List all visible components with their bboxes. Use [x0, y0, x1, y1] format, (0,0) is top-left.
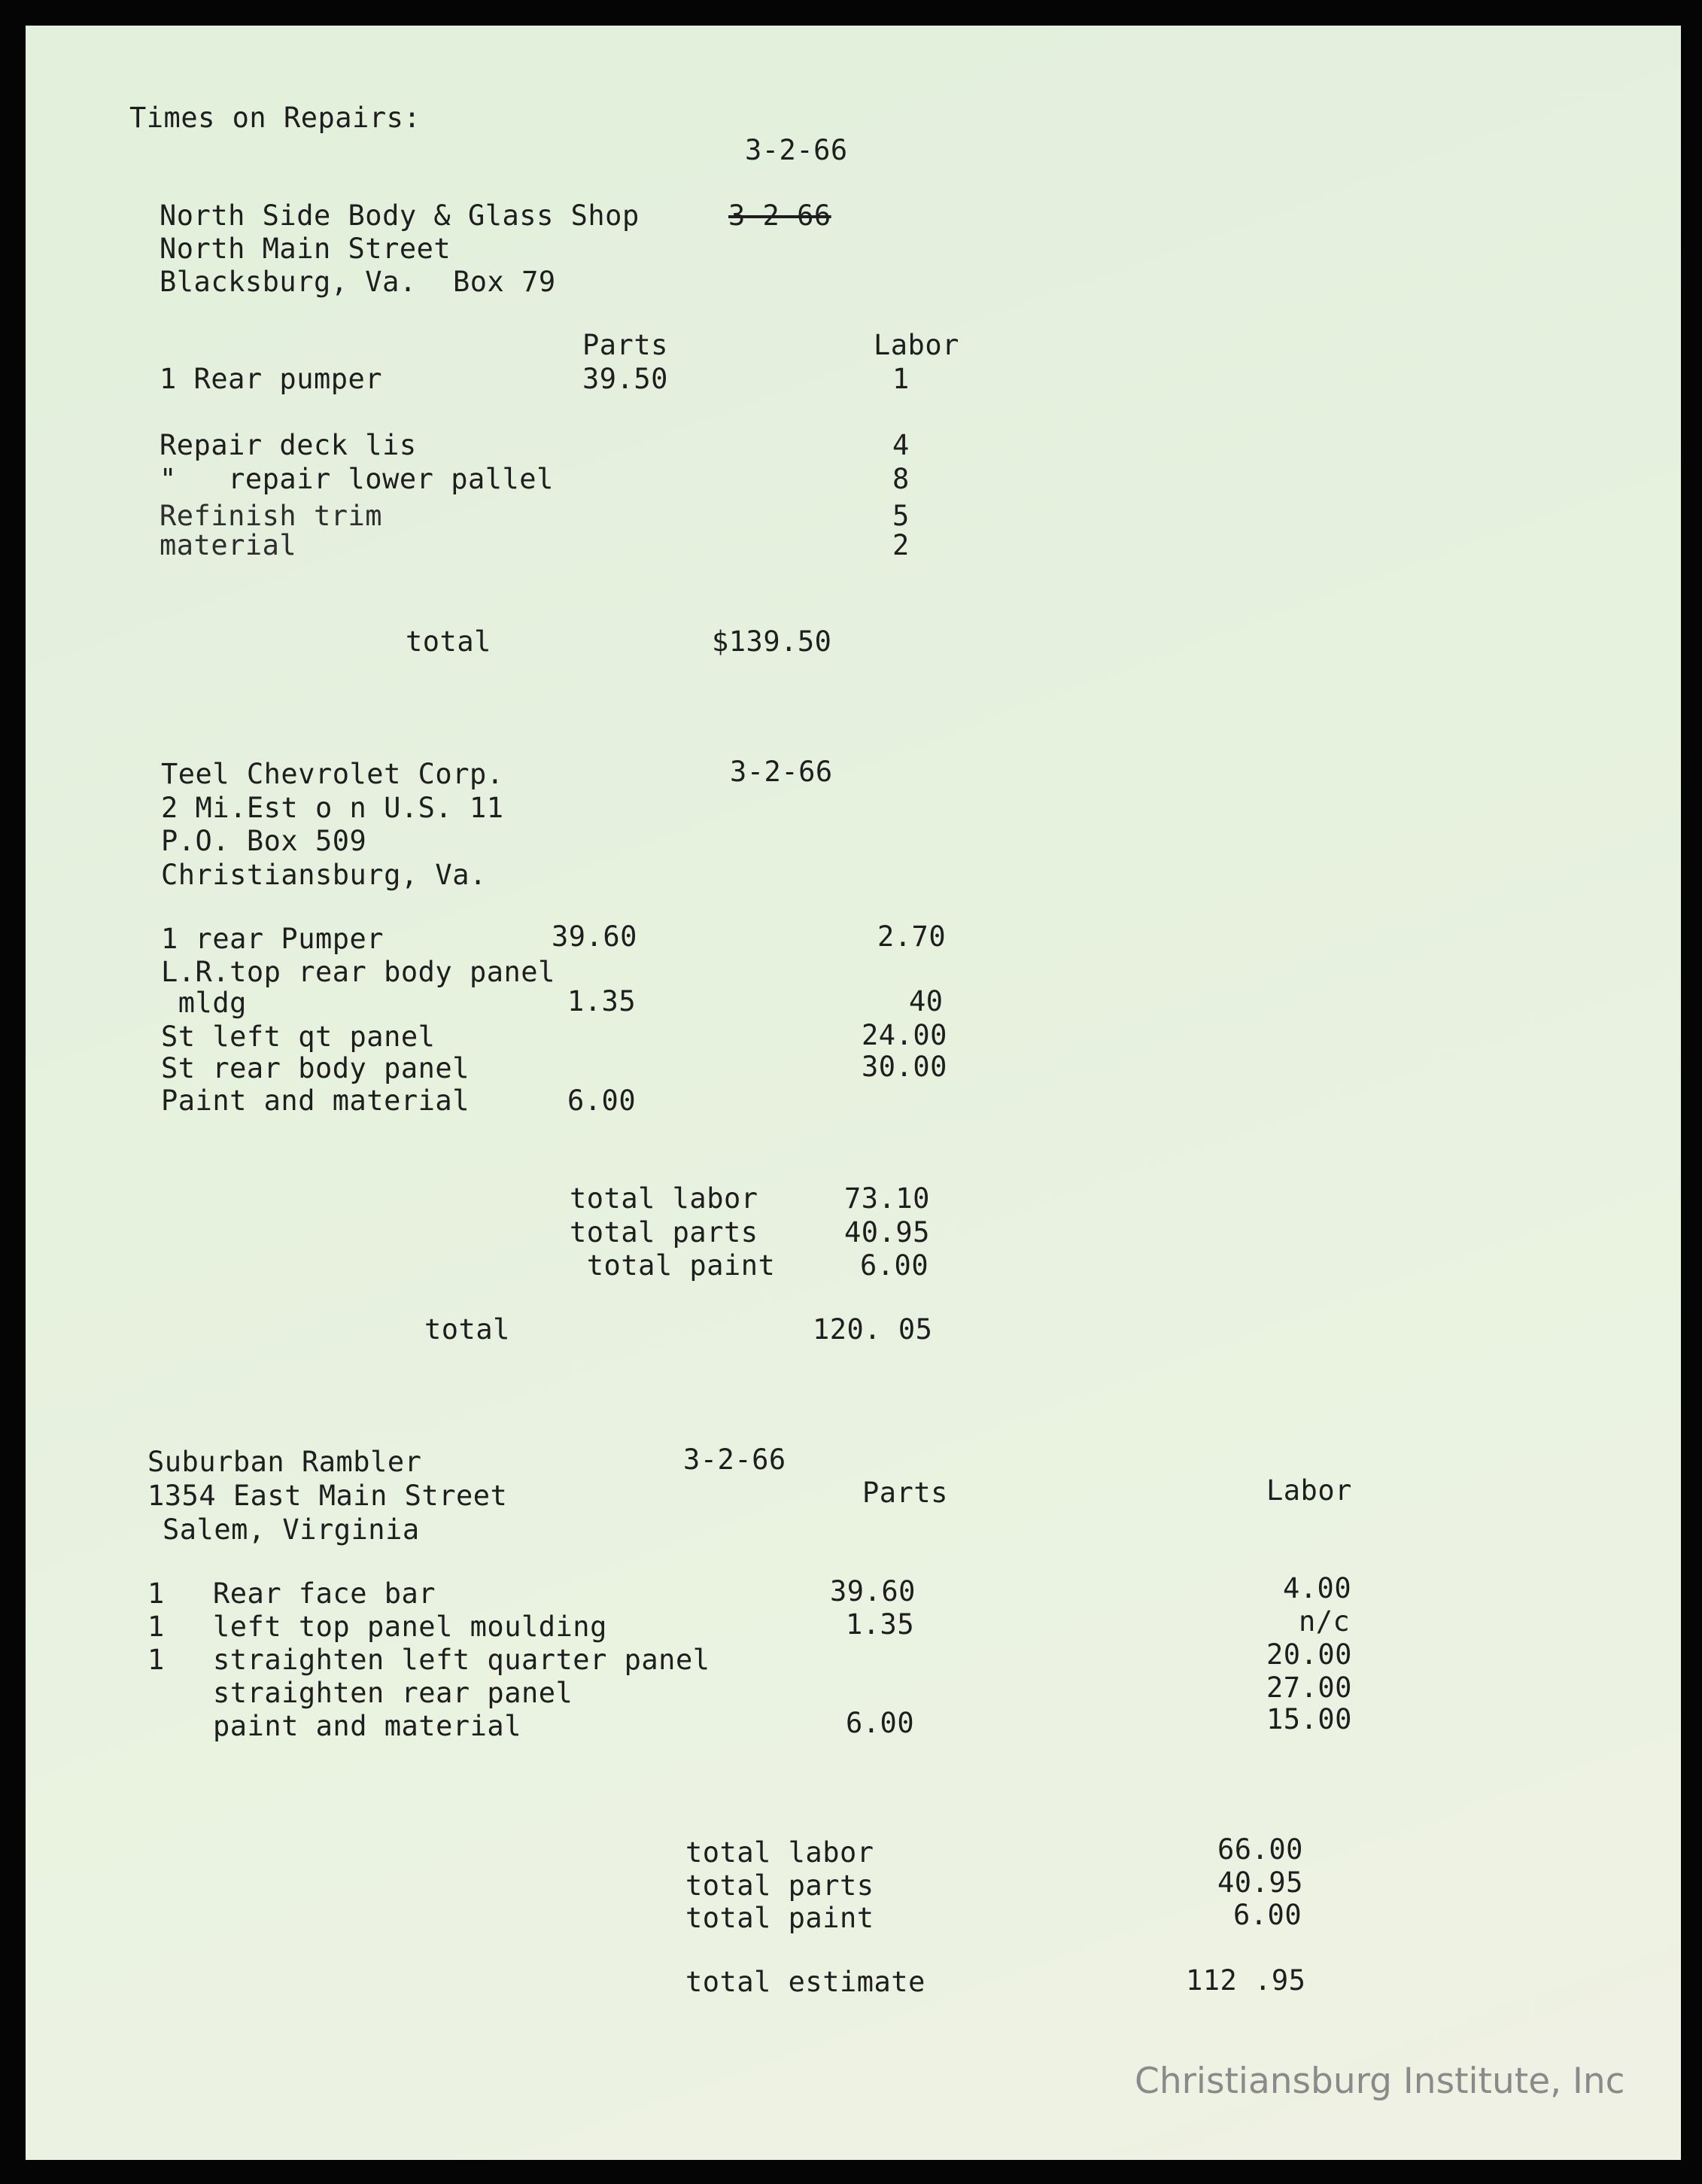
estimate3-subtotal-label: total paint: [685, 1902, 874, 1934]
estimate2-item-parts: 6.00: [567, 1084, 637, 1117]
estimate2-subtotal-label: total paint: [570, 1249, 776, 1282]
estimate1-item-desc: Refinish trim: [160, 500, 383, 532]
estimate2-item-desc: St rear body panel: [161, 1052, 470, 1084]
estimate3-shop-name: Suburban Rambler: [147, 1446, 422, 1478]
estimate3-subtotal-value: 66.00: [1217, 1833, 1303, 1866]
estimate3-date: 3-2-66: [683, 1443, 786, 1476]
estimate2-address-box: P.O. Box 509: [161, 825, 367, 857]
estimate3-address-street: 1354 East Main Street: [147, 1480, 508, 1512]
estimate2-item-desc: mldg: [161, 987, 247, 1019]
estimate3-item-labor: 4.00: [1283, 1572, 1352, 1605]
estimate2-item-labor: 30.00: [862, 1051, 947, 1083]
estimate1-item-desc: 1 Rear pumper: [160, 363, 383, 395]
estimate3-item-labor: 15.00: [1266, 1703, 1352, 1735]
estimate3-subtotal-value: 6.00: [1233, 1899, 1302, 1931]
estimate2-shop-name: Teel Chevrolet Corp.: [161, 758, 504, 790]
estimate1-item-desc: Repair deck lis: [160, 429, 417, 461]
estimate3-parts-header: Parts: [862, 1477, 948, 1509]
estimate2-total-label: total: [424, 1313, 510, 1346]
estimate2-subtotal-value: 40.95: [844, 1216, 930, 1249]
estimate1-address-street: North Main Street: [160, 233, 451, 265]
estimate1-address-city: Blacksburg, Va.: [160, 266, 417, 298]
estimate2-item-labor: 2.70: [877, 920, 947, 953]
top-date: 3-2-66: [745, 134, 848, 166]
estimate2-item-labor: 40: [909, 985, 944, 1017]
estimate1-labor-header: Labor: [874, 329, 959, 361]
estimate3-item-desc: straighten left quarter panel: [213, 1644, 710, 1676]
estimate3-subtotal-label: total labor: [685, 1836, 874, 1869]
estimate1-item-desc: material: [160, 529, 297, 561]
estimate3-item-parts: 39.60: [830, 1575, 916, 1608]
estimate2-item-parts: 39.60: [552, 920, 637, 953]
estimate3-total-value: 112 .95: [1186, 1964, 1306, 1997]
estimate2-item-desc: St left qt panel: [161, 1021, 436, 1053]
estimate1-item-parts: 39.50: [582, 363, 668, 395]
estimate2-address-city: Christiansburg, Va.: [161, 859, 487, 891]
estimate2-date: 3-2-66: [730, 756, 833, 788]
estimate2-item-labor: 24.00: [862, 1019, 947, 1051]
estimate3-item-parts: 6.00: [846, 1707, 915, 1739]
estimate1-item-labor: 4: [892, 429, 910, 461]
estimate1-item-desc: " repair lower pallel: [160, 463, 554, 495]
archive-watermark: Christiansburg Institute, Inc: [1135, 2061, 1625, 2102]
estimate3-item-labor: 20.00: [1266, 1638, 1352, 1671]
estimate3-subtotal-value: 40.95: [1217, 1866, 1303, 1899]
estimate2-subtotal-value: 6.00: [860, 1249, 929, 1282]
estimate1-item-labor: 8: [892, 463, 910, 495]
estimate3-item-labor: 27.00: [1266, 1671, 1352, 1704]
estimate2-address-street: 2 Mi.Est o n U.S. 11: [161, 792, 504, 824]
estimate1-total-value: $139.50: [712, 625, 832, 658]
estimate2-subtotal-label: total labor: [570, 1182, 758, 1215]
estimate1-item-labor: 1: [892, 363, 910, 395]
estimate1-item-labor: 5: [892, 500, 910, 532]
estimate2-subtotal-value: 73.10: [844, 1182, 930, 1215]
estimate1-date-struck: 3-2-66: [728, 199, 831, 232]
estimate3-item-labor: n/c: [1299, 1605, 1351, 1638]
estimate3-item-qty: 1: [147, 1611, 165, 1643]
estimate2-total-value: 120. 05: [813, 1313, 933, 1346]
estimate1-total-label: total: [406, 625, 491, 658]
estimate3-item-desc: Rear face bar: [213, 1577, 436, 1610]
estimate2-item-desc: 1 rear Pumper: [161, 923, 384, 955]
estimate2-subtotal-label: total parts: [570, 1216, 758, 1249]
estimate2-item-desc: Paint and material: [161, 1084, 470, 1117]
estimate3-item-desc: straighten rear panel: [213, 1677, 573, 1709]
estimate3-address-city: Salem, Virginia: [163, 1513, 420, 1546]
estimate3-item-desc: paint and material: [213, 1710, 521, 1742]
estimate3-labor-header: Labor: [1266, 1474, 1352, 1507]
estimate2-item-desc: L.R.top rear body panel: [161, 956, 555, 988]
estimate3-total-label: total estimate: [685, 1966, 925, 1998]
estimate3-item-qty: 1: [147, 1644, 165, 1676]
estimate1-parts-header: Parts: [582, 329, 668, 361]
estimate3-item-qty: 1: [147, 1577, 165, 1610]
estimate1-item-labor: 2: [892, 529, 910, 561]
estimate3-subtotal-label: total parts: [685, 1869, 874, 1902]
estimate3-item-desc: left top panel moulding: [213, 1611, 607, 1643]
estimate1-address-box: Box 79: [453, 266, 556, 298]
document-heading: Times on Repairs:: [129, 102, 421, 134]
estimate1-shop-name: North Side Body & Glass Shop: [160, 199, 640, 232]
estimate3-item-parts: 1.35: [846, 1608, 915, 1641]
estimate2-item-parts: 1.35: [567, 985, 637, 1017]
